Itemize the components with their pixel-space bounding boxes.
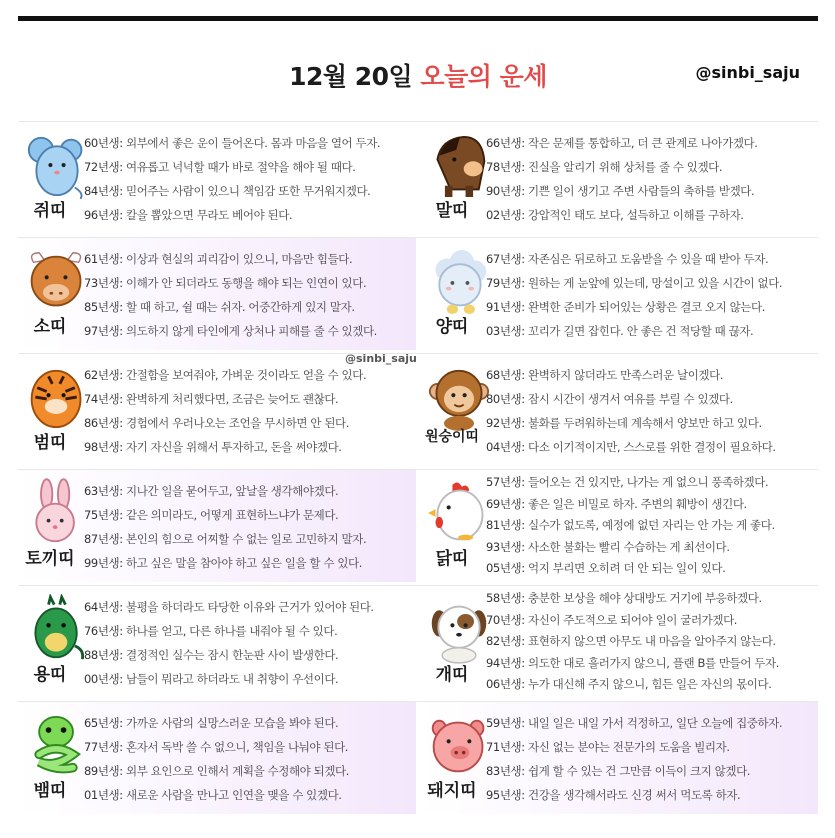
- fortune-line: [84, 203, 380, 227]
- zodiac-row: [18, 469, 818, 582]
- birth-year: 69년생:: [486, 496, 525, 511]
- fortune-lines: [486, 472, 775, 580]
- zodiac-card: [18, 586, 416, 698]
- zodiac-name: 말띠: [435, 201, 469, 221]
- birth-year: 73년생:: [84, 276, 123, 290]
- birth-year: 72년생:: [84, 160, 123, 174]
- fortune-line: [486, 588, 779, 610]
- fortune-line: [84, 411, 366, 435]
- watermark: @sinbi_saju: [345, 352, 417, 365]
- birth-year: 66년생:: [486, 136, 525, 150]
- fortune-line: [486, 653, 779, 675]
- zodiac-name: 용띠: [33, 665, 67, 685]
- birth-year: 87년생:: [84, 532, 123, 546]
- fortune-line: [84, 479, 366, 503]
- fortune-line: [84, 247, 377, 271]
- zodiac-name: 원숭이띠: [424, 429, 480, 445]
- fortune-lines: [486, 131, 758, 227]
- fortune-text: 기쁜 일이 생기고 주변 사람들의 축하를 받겠다.: [528, 184, 755, 198]
- zodiac-name: 개띠: [435, 665, 469, 685]
- zodiac-name: 쥐띠: [33, 201, 67, 221]
- ox-icon: [26, 246, 88, 318]
- header: [18, 21, 818, 119]
- zodiac-name: 토끼띠: [25, 549, 75, 569]
- birth-year: 90년생:: [486, 184, 525, 198]
- fortune-line: [486, 203, 758, 227]
- birth-year: 58년생:: [486, 591, 525, 605]
- fortune-lines: [486, 247, 782, 343]
- birth-year: 91년생:: [486, 300, 525, 314]
- fortune-text: 믿어주는 사람이 있으니 책임감 또한 무거워지겠다.: [126, 184, 371, 198]
- fortune-text: 강압적인 태도 보다, 설득하고 이해를 구하자.: [528, 208, 744, 222]
- fortune-line: [84, 711, 349, 735]
- birth-year: 95년생:: [486, 788, 525, 802]
- zodiac-card: [420, 702, 818, 814]
- birth-year: 77년생:: [84, 740, 123, 754]
- birth-year: 97년생:: [84, 324, 123, 338]
- birth-year: 96년생:: [84, 208, 123, 222]
- fortune-text: 같은 의미라도, 어떻게 표현하느냐가 문제다.: [126, 508, 339, 522]
- fortune-line: [84, 435, 366, 459]
- fortune-text: 진실을 알리기 위해 상처를 줄 수 있겠다.: [528, 160, 723, 174]
- fortune-text: 표현하지 않으면 아무도 내 마음을 알아주지 않는다.: [528, 634, 776, 648]
- birth-year: 02년생:: [486, 208, 525, 222]
- fortune-text: 결정적인 실수는 잠시 한눈판 사이 발생한다.: [126, 648, 339, 662]
- birth-year: 89년생:: [84, 764, 123, 778]
- zodiac-row: [18, 585, 818, 698]
- birth-year: 71년생:: [486, 740, 525, 754]
- fortune-text: 새로운 사람을 만나고 인연을 맺을 수 있겠다.: [126, 788, 342, 802]
- birth-year: 74년생:: [84, 392, 123, 406]
- birth-year: 86년생:: [84, 416, 123, 430]
- fortune-line: [84, 363, 366, 387]
- fortune-line: [486, 610, 779, 632]
- birth-year: 61년생:: [84, 252, 123, 266]
- zodiac-card: [420, 354, 818, 466]
- fortune-line: [486, 155, 758, 179]
- zodiac-card: [420, 238, 818, 350]
- fortune-text: 들어오는 건 있지만, 나가는 게 없으니 풍족하겠다.: [528, 475, 769, 489]
- birth-year: 85년생:: [84, 300, 123, 314]
- fortune-text: 간절함을 보여줘야, 가벼운 것이라도 얻을 수 있다.: [126, 368, 367, 382]
- zodiac-name: 돼지띠: [427, 781, 477, 801]
- birth-year: 03년생:: [486, 324, 525, 338]
- fortune-line: [84, 735, 349, 759]
- birth-year: 83년생:: [486, 764, 525, 778]
- tiger-icon: [26, 362, 88, 434]
- fortune-line: [486, 435, 776, 459]
- birth-year: 94년생:: [486, 655, 525, 670]
- fortune-text: 이상과 현실의 괴리감이 있으니, 마음만 힘들다.: [126, 252, 353, 266]
- birth-year: 92년생:: [486, 416, 525, 430]
- birth-year: 78년생:: [486, 160, 525, 174]
- fortune-line: [84, 387, 366, 411]
- fortune-line: [84, 179, 380, 203]
- fortune-text: 가까운 사람의 실망스러운 모습을 봐야 된다.: [126, 716, 339, 730]
- fortune-line: [486, 759, 782, 783]
- fortune-text: 하나를 얻고, 다른 하나를 내줘야 될 수 있다.: [126, 624, 338, 638]
- fortune-text: 본인의 힘으로 어찌할 수 없는 일로 고민하지 말자.: [126, 532, 367, 546]
- birth-year: 82년생:: [486, 634, 525, 648]
- fortune-line: [486, 711, 782, 735]
- fortune-line: [84, 783, 349, 807]
- fortune-text: 완벽한 준비가 되어있는 상황은 결코 오지 않는다.: [528, 300, 765, 314]
- fortune-lines: [486, 711, 782, 807]
- sheep-icon: [428, 246, 490, 318]
- fortune-text: 자신 없는 분야는 전문가의 도움을 빌리자.: [528, 740, 730, 754]
- fortune-text: 완벽하게 처리했다면, 조금은 늦어도 괜찮다.: [126, 392, 339, 406]
- fortune-text: 외부 요인으로 인해서 계획을 수정해야 되겠다.: [126, 764, 350, 778]
- fortune-lines: [84, 711, 349, 807]
- fortune-text: 사소한 불화는 빨리 수습하는 게 최선이다.: [528, 539, 730, 554]
- birth-year: 64년생:: [84, 600, 123, 614]
- fortune-text: 칼을 뽑았으면 무라도 베어야 된다.: [126, 208, 293, 222]
- fortune-line: [84, 271, 377, 295]
- fortune-lines: [84, 479, 366, 575]
- fortune-line: [486, 515, 775, 537]
- snake-icon: [26, 710, 88, 782]
- fortune-text: 원하는 게 눈앞에 있는데, 망설이고 있을 시간이 없다.: [528, 276, 783, 290]
- fortune-text: 불평을 하더라도 타당한 이유와 근거가 있어야 된다.: [126, 600, 374, 614]
- fortune-line: [486, 179, 758, 203]
- zodiac-name: 뱀띠: [33, 781, 67, 801]
- fortune-text: 불화를 두려워하는데 계속해서 양보만 하고 있다.: [528, 416, 762, 430]
- fortune-text: 완벽하지 않더라도 만족스러운 날이겠다.: [528, 368, 724, 382]
- fortune-line: [486, 558, 775, 580]
- dog-icon: [428, 594, 490, 666]
- fortune-text: 할 때 하고, 쉴 때는 쉬자. 어중간하게 있지 말자.: [126, 300, 355, 314]
- birth-year: 63년생:: [84, 484, 123, 498]
- fortune-line: [486, 387, 776, 411]
- fortune-lines: [486, 363, 776, 459]
- fortune-text: 건강을 생각해서라도 신경 써서 먹도록 하자.: [528, 788, 741, 802]
- fortune-text: 충분한 보상을 해야 상대방도 거기에 부응하겠다.: [528, 591, 762, 605]
- fortune-line: [84, 667, 374, 691]
- fortune-text: 지나간 일을 묻어두고, 앞날을 생각해야겠다.: [126, 484, 339, 498]
- fortune-text: 외부에서 좋은 운이 들어온다. 몸과 마음을 열어 두자.: [126, 136, 381, 150]
- fortune-text: 다소 이기적이지만, 스스로를 위한 결정이 필요하다.: [528, 440, 776, 454]
- zodiac-row: [18, 353, 818, 466]
- fortune-line: [84, 643, 374, 667]
- zodiac-row: [18, 121, 818, 234]
- mouse-icon: [26, 130, 88, 202]
- title-main: 오늘의 운세: [420, 62, 547, 91]
- fortune-lines: [486, 588, 779, 696]
- fortune-line: [84, 131, 380, 155]
- zodiac-row: [18, 237, 818, 350]
- fortune-text: 실수가 없도록, 예정에 없던 자리는 안 가는 게 좋다.: [528, 518, 775, 532]
- fortune-line: [84, 503, 366, 527]
- fortune-text: 좋은 일은 비밀로 하자. 주변의 훼방이 생긴다.: [528, 496, 747, 511]
- birth-year: 80년생:: [486, 392, 525, 406]
- fortune-line: [84, 155, 380, 179]
- fortune-text: 하고 싶은 말을 참아야 하고 싶은 일을 할 수 있다.: [126, 556, 363, 570]
- fortune-lines: [84, 247, 377, 343]
- fortune-text: 자신이 주도적으로 되어야 일이 굴러가겠다.: [528, 612, 738, 627]
- fortune-text: 꼬리가 길면 잡힌다. 안 좋은 건 적당할 때 끊자.: [528, 324, 754, 338]
- fortune-text: 자기 자신을 위해서 투자하고, 돈을 써야겠다.: [126, 440, 342, 454]
- birth-year: 81년생:: [486, 518, 525, 532]
- zodiac-card: [18, 354, 416, 466]
- zodiac-card: [18, 470, 416, 582]
- fortune-line: [486, 494, 775, 516]
- fortune-text: 내일 일은 내일 가서 걱정하고, 일단 오늘에 집중하자.: [528, 716, 783, 730]
- horse-icon: [428, 130, 490, 202]
- zodiac-card: [420, 586, 818, 698]
- fortune-line: [486, 631, 779, 653]
- birth-year: 57년생:: [486, 475, 525, 489]
- fortune-text: 이해가 안 되더라도 동행을 해야 되는 인연이 있다.: [126, 276, 367, 290]
- birth-year: 98년생:: [84, 440, 123, 454]
- fortune-line: [84, 295, 377, 319]
- fortune-grid: [18, 121, 818, 821]
- fortune-line: [486, 131, 758, 155]
- birth-year: 67년생:: [486, 252, 525, 266]
- fortune-text: 남들이 뭐라고 하더라도 내 취향이 우선이다.: [126, 672, 339, 686]
- zodiac-name: 양띠: [435, 317, 469, 337]
- fortune-lines: [84, 363, 366, 459]
- fortune-line: [84, 759, 349, 783]
- zodiac-row: [18, 701, 818, 814]
- fortune-line: [84, 551, 366, 575]
- fortune-text: 누가 대신해 주지 않으니, 힘든 일은 자신의 몫이다.: [528, 677, 772, 691]
- fortune-line: [486, 674, 779, 696]
- birth-year: 75년생:: [84, 508, 123, 522]
- birth-year: 06년생:: [486, 677, 525, 691]
- birth-year: 65년생:: [84, 716, 123, 730]
- fortune-lines: [84, 131, 380, 227]
- birth-year: 04년생:: [486, 440, 525, 454]
- fortune-text: 자존심은 뒤로하고 도움받을 수 있을 때 받아 두자.: [528, 252, 769, 266]
- birth-year: 00년생:: [84, 672, 123, 686]
- birth-year: 60년생:: [84, 136, 123, 150]
- fortune-line: [486, 735, 782, 759]
- zodiac-card: [18, 122, 416, 234]
- fortune-text: 작은 문제를 통합하고, 더 큰 관계로 나아가겠다.: [528, 136, 758, 150]
- birth-year: 59년생:: [486, 716, 525, 730]
- fortune-line: [84, 595, 374, 619]
- fortune-lines: [84, 595, 374, 691]
- zodiac-card: [18, 238, 416, 350]
- fortune-text: 의도한 대로 흘러가지 않으니, 플랜 B를 만들어 두자.: [528, 655, 779, 670]
- fortune-line: [84, 619, 374, 643]
- birth-year: 70년생:: [486, 612, 525, 627]
- account-handle: @sinbi_saju: [695, 63, 800, 82]
- zodiac-name: 소띠: [33, 317, 67, 337]
- fortune-text: 잠시 시간이 생겨서 여유를 부릴 수 있겠다.: [528, 392, 733, 406]
- rooster-icon: [428, 478, 490, 550]
- birth-year: 84년생:: [84, 184, 123, 198]
- zodiac-card: [18, 702, 416, 814]
- fortune-text: 의도하지 않게 타인에게 상처나 피해를 줄 수 있겠다.: [126, 324, 377, 338]
- fortune-line: [486, 271, 782, 295]
- fortune-line: [84, 319, 377, 343]
- birth-year: 99년생:: [84, 556, 123, 570]
- fortune-line: [486, 537, 775, 559]
- fortune-line: [486, 472, 775, 494]
- title-date: 12월 20일: [289, 62, 413, 91]
- fortune-line: [486, 411, 776, 435]
- fortune-text: 여유롭고 넉넉할 때가 바로 절약을 해야 될 때다.: [126, 160, 356, 174]
- zodiac-name: 범띠: [33, 433, 67, 453]
- fortune-text: 억지 부리면 오히려 더 안 되는 일이 있다.: [528, 561, 726, 575]
- fortune-text: 쉽게 할 수 있는 건 그만큼 이득이 크지 않겠다.: [528, 764, 751, 778]
- zodiac-card: [420, 470, 818, 582]
- pig-icon: [428, 710, 490, 782]
- monkey-icon: [428, 362, 490, 434]
- birth-year: 68년생:: [486, 368, 525, 382]
- fortune-line: [84, 527, 366, 551]
- fortune-line: [486, 783, 782, 807]
- birth-year: 05년생:: [486, 561, 525, 575]
- fortune-text: 혼자서 독박 쓸 수 없으니, 책임을 나눠야 된다.: [126, 740, 349, 754]
- dragon-icon: [26, 594, 88, 666]
- birth-year: 01년생:: [84, 788, 123, 802]
- birth-year: 79년생:: [486, 276, 525, 290]
- birth-year: 93년생:: [486, 539, 525, 554]
- fortune-line: [486, 363, 776, 387]
- fortune-line: [486, 247, 782, 271]
- fortune-line: [486, 295, 782, 319]
- zodiac-card: [420, 122, 818, 234]
- fortune-line: [486, 319, 782, 343]
- birth-year: 76년생:: [84, 624, 123, 638]
- birth-year: 88년생:: [84, 648, 123, 662]
- rabbit-icon: [26, 478, 88, 550]
- zodiac-name: 닭띠: [435, 549, 469, 569]
- birth-year: 62년생:: [84, 368, 123, 382]
- fortune-text: 경험에서 우러나오는 조언을 무시하면 안 된다.: [126, 416, 350, 430]
